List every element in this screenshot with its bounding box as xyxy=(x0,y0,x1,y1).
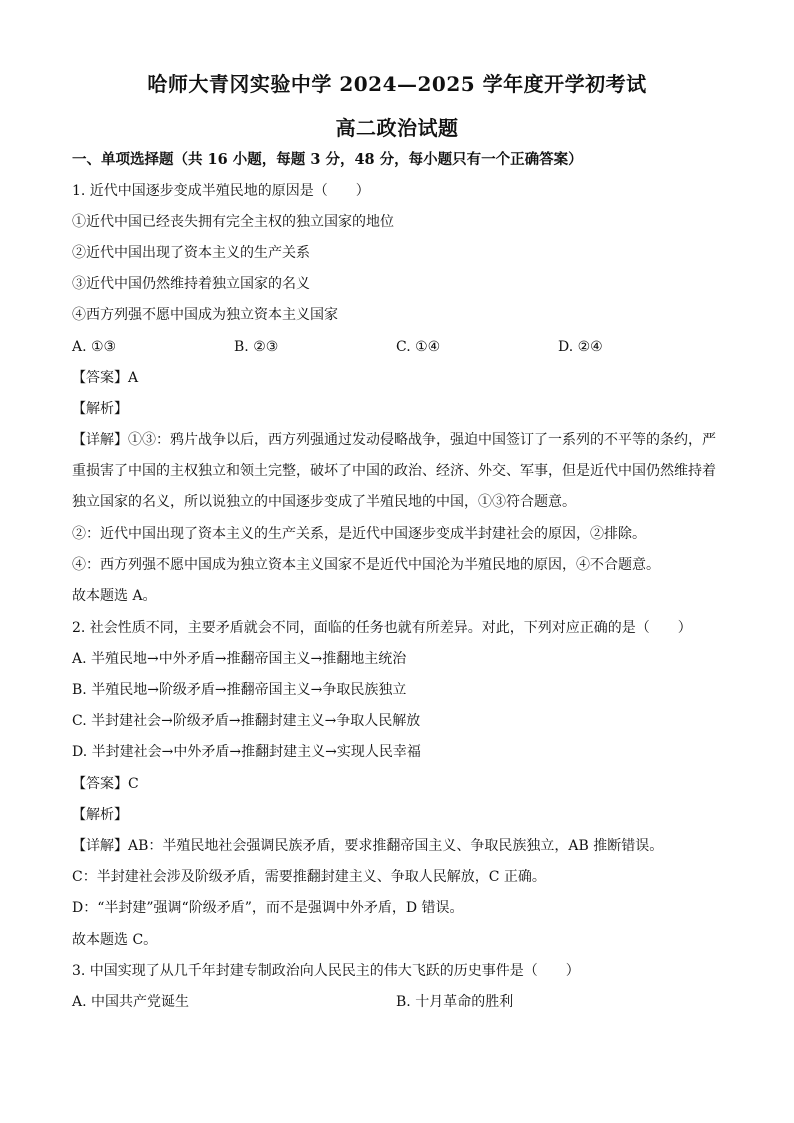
q2-option-c: C. 半封建社会→阶级矛盾→推翻封建主义→争取人民解放 xyxy=(72,713,421,729)
q1-statement-2: ②近代中国出现了资本主义的生产关系 xyxy=(72,245,310,261)
q2-option-d: D. 半封建社会→中外矛盾→推翻封建主义→实现人民幸福 xyxy=(72,744,421,760)
q1-option-b: B. ②③ xyxy=(234,339,279,355)
q1-detail-4: ②：近代中国出现了资本主义的生产关系，是近代中国逐步变成半封建社会的原因，②排除。 xyxy=(72,526,646,542)
q1-options xyxy=(72,337,732,357)
q1-detail-1: 【详解】①③：鸦片战争以后，西方列强通过发动侵略战争，强迫中国签订了一系列的不平等的条约，严 xyxy=(72,432,716,448)
q1-detail-2: 重损害了中国的主权独立和领土完整，破坏了中国的政治、经济、外交、军事，但是近代中国仍然维持着 xyxy=(72,463,716,479)
q3-option-b: B. 十月革命的胜利 xyxy=(396,994,514,1010)
q1-stem: 1. 近代中国逐步变成半殖民地的原因是（ ） xyxy=(72,183,370,199)
q1-option-d: D. ②④ xyxy=(558,339,603,355)
q1-option-c: C. ①④ xyxy=(396,339,441,355)
q2-analysis-label: 【解析】 xyxy=(72,807,128,823)
q3-stem: 3. 中国实现了从几千年封建专制政治向人民民主的伟大飞跃的历史事件是（ ） xyxy=(72,963,580,979)
exam-title: 哈师大青冈实验中学 2024—2025 学年度开学初考试 xyxy=(147,72,647,96)
q3-option-a: A. 中国共产党诞生 xyxy=(72,994,190,1010)
section-heading: 一、单项选择题（共 16 小题，每题 3 分，48 分，每小题只有一个正确答案） xyxy=(72,151,583,168)
q2-conclusion: 故本题选 C。 xyxy=(72,932,158,948)
q1-detail-5: ④：西方列强不愿中国成为独立资本主义国家不是近代中国沦为半殖民地的原因，④不合题意。 xyxy=(72,557,660,573)
q2-detail-2: C：半封建社会涉及阶级矛盾，需要推翻封建主义、争取人民解放，C 正确。 xyxy=(72,869,546,885)
q1-answer: 【答案】A xyxy=(72,370,139,386)
q2-answer: 【答案】C xyxy=(72,776,139,792)
q2-detail-1: 【详解】AB：半殖民地社会强调民族矛盾，要求推翻帝国主义、争取民族独立，AB 推断错误。 xyxy=(72,838,664,854)
q3-options xyxy=(72,992,732,1012)
q1-conclusion: 故本题选 A。 xyxy=(72,588,157,604)
q2-option-b: B. 半殖民地→阶级矛盾→推翻帝国主义→争取民族独立 xyxy=(72,682,407,698)
q1-statement-4: ④西方列强不愿中国成为独立资本主义国家 xyxy=(72,307,338,323)
q2-detail-3: D：“半封建”强调“阶级矛盾”，而不是强调中外矛盾，D 错误。 xyxy=(72,900,464,916)
q1-option-a: A. ①③ xyxy=(72,339,117,355)
q1-analysis-label: 【解析】 xyxy=(72,401,128,417)
q1-detail-3: 独立国家的名义，所以说独立的中国逐步变成了半殖民地的中国，①③符合题意。 xyxy=(72,494,576,510)
exam-subtitle: 高二政治试题 xyxy=(335,116,459,140)
q2-option-a: A. 半殖民地→中外矛盾→推翻帝国主义→推翻地主统治 xyxy=(72,651,407,667)
q1-statement-3: ③近代中国仍然维持着独立国家的名义 xyxy=(72,276,310,292)
q2-stem: 2. 社会性质不同，主要矛盾就会不同，面临的任务也就有所差异。对此，下列对应正确的是（ ） xyxy=(72,620,692,636)
q1-statement-1: ①近代中国已经丧失拥有完全主权的独立国家的地位 xyxy=(72,214,394,230)
